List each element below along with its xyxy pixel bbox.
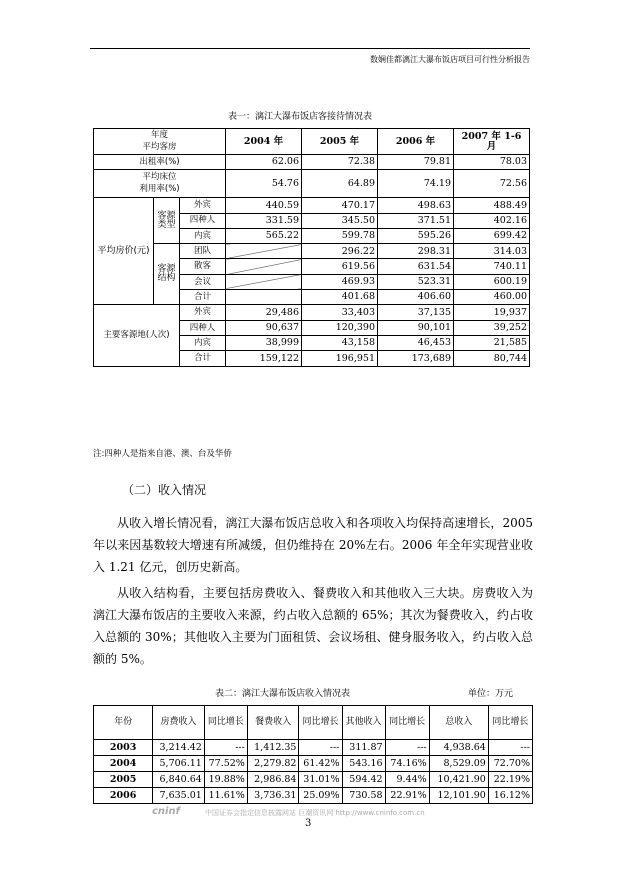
value-cell: 19.88%	[204, 772, 247, 788]
footer-text: 中国证券会指定信息披露网站 巨潮资讯网 http://www.cninfo.com.cn	[205, 809, 425, 817]
value-cell: 600.19	[454, 274, 530, 289]
value-cell: 31.01%	[299, 772, 342, 788]
column-header: 餐费收入	[247, 706, 299, 740]
column-header: 同比增长	[385, 706, 429, 740]
value-cell: 3,214.42	[153, 740, 205, 756]
value-cell: 11.61%	[204, 788, 247, 804]
value-cell: 38,999	[226, 335, 302, 350]
row-label: 团队	[180, 244, 226, 259]
value-cell: 311.87	[342, 740, 385, 756]
value-cell: 37,135	[378, 305, 454, 320]
row-label: 会议	[180, 274, 226, 289]
value-cell: 62.06	[226, 155, 302, 170]
row-label: 内宾	[180, 335, 226, 350]
value-cell: 2,986.84	[247, 772, 299, 788]
value-cell: 78.03	[454, 155, 530, 170]
header-rule	[90, 48, 530, 49]
row-label: 四种人	[180, 320, 226, 335]
value-cell: 43,158	[302, 335, 378, 350]
year-cell: 2004	[94, 756, 153, 772]
value-cell: 46,453	[378, 335, 454, 350]
revenue-table	[93, 705, 533, 804]
empty-diagonal-cell	[226, 274, 302, 289]
header-title: 数娴佳都漓江大瀑布饭店项目可行性分析报告	[370, 55, 530, 64]
value-cell: 159,122	[226, 351, 302, 366]
table2-unit: 单位：万元	[468, 689, 514, 699]
table1-caption: 表一：漓江大瀑布饭店客接待情况表	[228, 112, 373, 122]
value-cell: 6,840.64	[153, 772, 205, 788]
year-header: 2006 年	[378, 129, 454, 155]
value-cell: 331.59	[226, 213, 302, 228]
value-cell: 406.60	[378, 290, 454, 305]
value-cell: 460.00	[454, 290, 530, 305]
table-header-row	[94, 706, 533, 740]
value-cell: 345.50	[302, 213, 378, 228]
row-label: 合计	[180, 351, 226, 366]
value-cell: 80,744	[454, 351, 530, 366]
year-header: 2007 年 1-6 月	[454, 129, 530, 155]
empty-cell	[226, 290, 302, 305]
corner-bottom: 平均客房	[142, 141, 177, 152]
value-cell: 543.16	[342, 756, 385, 772]
row-label: 散客	[180, 259, 226, 274]
value-cell: 401.68	[302, 290, 378, 305]
value-cell: 8,529.09	[429, 756, 488, 772]
table-row	[94, 129, 530, 155]
value-cell: 39,252	[454, 320, 530, 335]
value-cell: 16.12%	[488, 788, 532, 804]
value-cell: 61.42%	[299, 756, 342, 772]
value-cell: 470.17	[302, 198, 378, 213]
value-cell: 77.52%	[204, 756, 247, 772]
cninfo-logo: cninf	[152, 806, 180, 817]
guest-group-label: 主要客源地(人次)	[94, 305, 180, 366]
value-cell: 298.31	[378, 244, 454, 259]
value-cell: 498.63	[378, 198, 454, 213]
value-cell: 33,403	[302, 305, 378, 320]
column-header: 总收入	[429, 706, 488, 740]
value-cell: 2,279.82	[247, 756, 299, 772]
source-type-label: 客源类型	[154, 198, 180, 244]
column-header: 同比增长	[204, 706, 247, 740]
value-cell: 5,706.11	[153, 756, 205, 772]
value-cell: 173,689	[378, 351, 454, 366]
source-struct-label: 客源结构	[154, 244, 180, 305]
row-label: 外宾	[180, 198, 226, 213]
price-group-label: 平均房价(元)	[94, 198, 154, 305]
section-heading: （二）收入情况	[122, 483, 207, 497]
value-cell: 699.42	[454, 228, 530, 243]
empty-diagonal-cell	[226, 259, 302, 274]
value-cell: 599.78	[302, 228, 378, 243]
value-cell: 29,486	[226, 305, 302, 320]
corner-cell	[94, 129, 226, 155]
value-cell: 9.44%	[385, 772, 429, 788]
value-cell: 12,101.90	[429, 788, 488, 804]
row-label: 出租率(%)	[94, 155, 226, 170]
paragraph: 从收入增长情况看，漓江大瀑布饭店总收入和各项收入均保持高速增长，2005 年以来因基数较大增速有所减缓，但仍维持在 20%左右。2006 年全年实现营业收入 1.21 亿元，创历史新高。	[93, 516, 533, 574]
table-row	[94, 772, 533, 788]
corner-top: 年度	[151, 130, 169, 141]
value-cell: 64.89	[302, 170, 378, 198]
value-cell: 595.26	[378, 228, 454, 243]
value-cell: 74.16%	[385, 756, 429, 772]
table1-note: 注:四种人是指来自港、澳、台及华侨	[93, 449, 232, 459]
table-row	[94, 155, 530, 170]
year-header: 2004 年	[226, 129, 302, 155]
value-cell: 74.19	[378, 170, 454, 198]
column-header: 其他收入	[342, 706, 385, 740]
value-cell: 730.58	[342, 788, 385, 804]
row-label: 内宾	[180, 228, 226, 243]
table-row	[94, 740, 533, 756]
row-label: 合计	[180, 290, 226, 305]
value-cell: 21,585	[454, 335, 530, 350]
page-number: 3	[305, 818, 312, 829]
value-cell: 523.31	[378, 274, 454, 289]
value-cell: 7,635.01	[153, 788, 205, 804]
column-header: 同比增长	[299, 706, 342, 740]
table-row	[94, 198, 530, 213]
table-row	[94, 305, 530, 320]
value-cell: 120,390	[302, 320, 378, 335]
column-header: 房费收入	[153, 706, 205, 740]
value-cell: ---	[385, 740, 429, 756]
value-cell: 488.49	[454, 198, 530, 213]
table-row	[94, 244, 530, 259]
year-header: 2005 年	[302, 129, 378, 155]
value-cell: 469.93	[302, 274, 378, 289]
value-cell: 565.22	[226, 228, 302, 243]
value-cell: ---	[488, 740, 532, 756]
row-label: 外宾	[180, 305, 226, 320]
value-cell: 371.51	[378, 213, 454, 228]
value-cell: 1,412.35	[247, 740, 299, 756]
value-cell: 619.56	[302, 259, 378, 274]
value-cell: 54.76	[226, 170, 302, 198]
value-cell: 440.59	[226, 198, 302, 213]
value-cell: 196,951	[302, 351, 378, 366]
value-cell: 402.16	[454, 213, 530, 228]
value-cell: ---	[204, 740, 247, 756]
value-cell: 10,421.90	[429, 772, 488, 788]
year-cell: 2006	[94, 788, 153, 804]
table-row	[94, 788, 533, 804]
table-row	[94, 756, 533, 772]
row-label: 平均床位 利用率(%)	[94, 170, 226, 198]
empty-diagonal-cell	[226, 244, 302, 259]
value-cell: 22.19%	[488, 772, 532, 788]
year-cell: 2005	[94, 772, 153, 788]
year-cell: 2003	[94, 740, 153, 756]
value-cell: 90,101	[378, 320, 454, 335]
value-cell: 594.42	[342, 772, 385, 788]
reception-table	[93, 128, 530, 367]
table-row	[94, 170, 530, 198]
value-cell: 4,938.64	[429, 740, 488, 756]
row-label: 四种人	[180, 213, 226, 228]
table2-caption: 表二：漓江大瀑布饭店收入情况表	[215, 689, 351, 699]
value-cell: 25.09%	[299, 788, 342, 804]
paragraph: 从收入结构看，主要包括房费收入、餐费收入和其他收入三大块。房费收入为漓江大瀑布饭店的主要收入来源，约占收入总额的 65%；其次为餐费收入，约占收入总额的 30%；其他收入主要为门面租赁、会议场租、健身服务收入，约占收入总额的 5%。	[93, 586, 533, 666]
value-cell: 72.70%	[488, 756, 532, 772]
value-cell: 3,736.31	[247, 788, 299, 804]
value-cell: 72.56	[454, 170, 530, 198]
value-cell: 314.03	[454, 244, 530, 259]
value-cell: 296.22	[302, 244, 378, 259]
value-cell: 19,937	[454, 305, 530, 320]
value-cell: 79.81	[378, 155, 454, 170]
column-header: 年份	[94, 706, 153, 740]
value-cell: ---	[299, 740, 342, 756]
value-cell: 631.54	[378, 259, 454, 274]
value-cell: 22.91%	[385, 788, 429, 804]
value-cell: 90,637	[226, 320, 302, 335]
column-header: 同比增长	[488, 706, 532, 740]
value-cell: 740.11	[454, 259, 530, 274]
value-cell: 72.38	[302, 155, 378, 170]
